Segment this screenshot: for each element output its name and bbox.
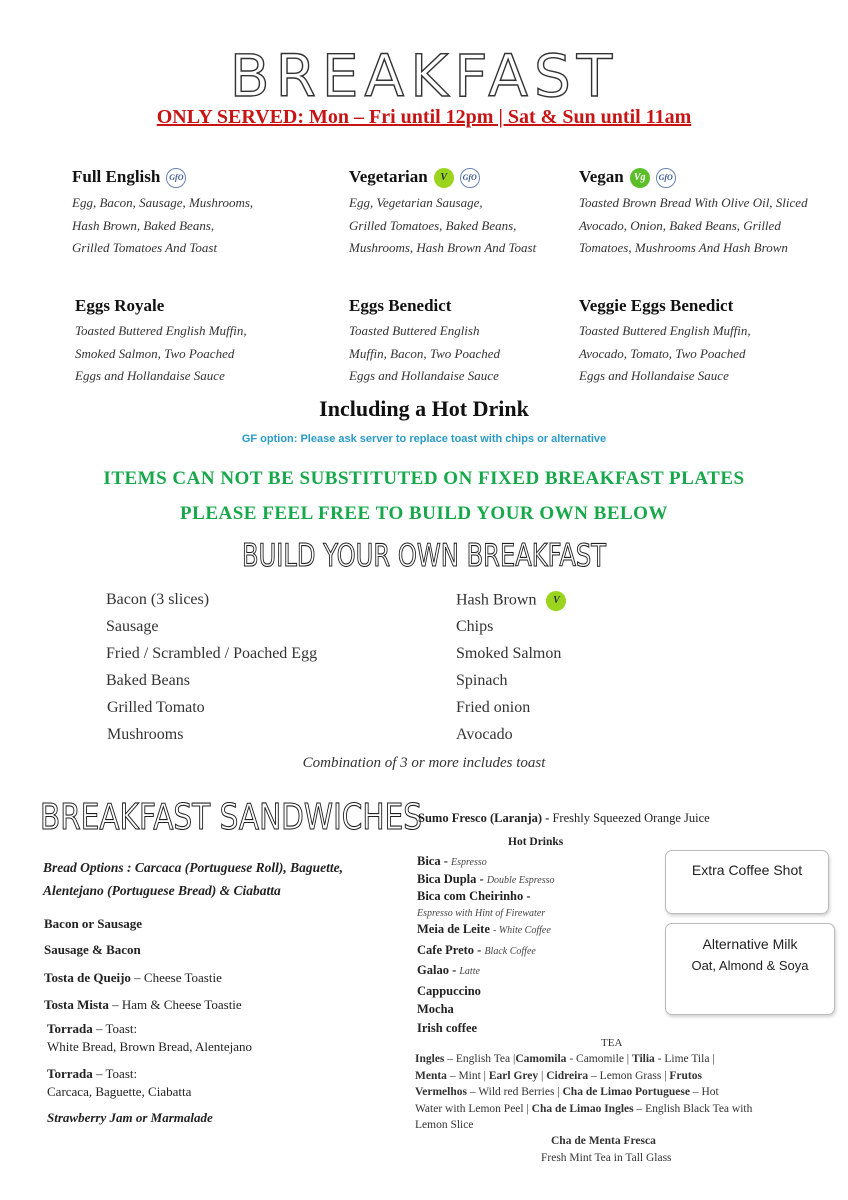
drink-name: Bica Dupla - [417,871,484,886]
build-your-own-title: BUILD YOUR OWN BREAKFAST [242,538,606,574]
tea-desc: – Hot [689,1086,719,1098]
vegan-icon: Vg [630,168,650,188]
drink-name: Mocha [417,1002,454,1016]
build-item: Spinach [456,672,508,689]
sandwich-item [44,997,242,1013]
tea-line: Lemon Slice [415,1119,474,1131]
tea-desc: – English Black Tea with [633,1102,753,1115]
hot-drinks-list [417,852,555,1037]
tea-name: Cha de Limao Ingles [531,1102,634,1115]
drink-desc: Black Coffee [484,945,536,957]
hot-drink-item [417,1000,555,1019]
drink-name: Cappuccino [417,983,481,998]
hot-drink-item [417,982,555,1001]
dish-name: Veggie Eggs Benedict [579,296,734,315]
build-left-column [106,591,406,753]
tea-name: Menta [415,1069,447,1082]
tea-heading: TEA [601,1037,623,1049]
sandwich-options: White Bread, Brown Bread, Alentejano [47,1039,253,1054]
dish-desc-line: Toasted Buttered English Muffin, [75,323,247,338]
dish-desc-line: Avocado, Onion, Baked Beans, Grilled [579,217,781,233]
sandwich-item [44,916,142,932]
menu-title: BREAKFAST [229,42,619,110]
dish-desc-line: Smoked Salmon, Two Poached [75,345,235,361]
hot-drink-item [417,961,555,982]
fresh-mint-tea-name: Cha de Menta Fresca [551,1135,656,1147]
tea-line [415,1084,835,1101]
hot-drinks-heading: Hot Drinks [508,836,564,848]
sandwich-name: Torrada [47,1021,93,1036]
drink-name: Irish coffee [417,1020,478,1035]
dish-desc-line: Mushrooms, Hash Brown And Toast [349,240,537,256]
dish-desc-line: Hash Brown, Baked Beans, [72,217,215,233]
build-own-notice: PLEASE FEEL FREE TO BUILD YOUR OWN BELOW [180,503,668,524]
dish-name: Vegetarian [349,167,428,186]
drink-name: Bica - [417,854,448,868]
drink-desc: Espresso [451,857,487,868]
sandwich-name: Tosta Mista [44,997,109,1012]
plate-full-english [72,167,332,260]
build-item: Fried / Scrambled / Poached Egg [106,645,318,662]
vegetarian-icon: V [434,168,454,188]
dish-desc-line: Grilled Tomatoes, Baked Beans, [349,217,517,233]
gluten-free-option-icon: GfO [460,168,480,188]
plate-eggs-benedict [349,296,569,388]
dish-desc-line: Eggs and Hollandaise Sauce [75,368,225,383]
tea-desc: – Lemon Grass | [588,1069,670,1082]
dish-desc-line: Tomatoes, Mushrooms And Hash Brown [579,240,788,256]
build-item: Hash Brown [456,591,537,609]
tea-desc: – English Tea | [444,1053,516,1065]
plate-veggie-eggs-benedict [579,296,829,388]
sandwich-item [44,970,222,986]
sandwich-desc: – Cheese Toastie [130,970,222,985]
sandwich-name: Sausage & Bacon [44,942,141,957]
tea-name: Earl Grey [488,1069,539,1082]
sandwich-desc: – Toast: [92,1066,138,1081]
extra-coffee-shot-box [665,850,829,914]
build-item: Sausage [106,618,159,635]
drink-desc: Double Espresso [486,874,555,886]
bread-options-line: Bread Options : Carcaca (Portuguese Roll), Baguette, [43,860,343,875]
tea-name: Tilia [631,1053,655,1065]
tea-line [415,1101,835,1118]
hot-drink-item [417,920,555,941]
build-item: Chips [456,618,494,635]
tea-desc: | [538,1069,547,1082]
sandwich-name: Tosta de Queijo [44,970,131,985]
plate-eggs-royale [75,296,325,388]
tea-desc: – Wild red Berries | [466,1086,563,1098]
alternative-milk-box [665,923,835,1015]
gf-option-note: GF option: Please ask server to replace toast with chips or alternative [241,433,607,445]
dish-desc-line: Avocado, Tomato, Two Poached [579,345,746,361]
build-item: Avocado [456,726,513,743]
drink-desc: Latte [459,966,480,977]
sandwiches-title: BREAKFAST SANDWICHES [40,797,422,838]
including-hot-drink: Including a Hot Drink [319,396,529,421]
bread-options [43,856,393,902]
tea-desc: Water with Lemon Peel | [415,1102,532,1115]
tea-name: Frutos [669,1069,702,1082]
dish-desc-line: Toasted Buttered English [349,323,480,338]
juice-item [418,811,710,826]
build-item: Grilled Tomato [107,699,205,716]
drink-name: Cafe Preto - [417,942,482,957]
tea-desc: - Camomile | [566,1053,632,1065]
plate-vegetarian [349,167,569,260]
build-item: Mushrooms [107,726,184,743]
hot-drink-item [417,941,555,962]
extra-coffee-shot-label: Extra Coffee Shot [691,862,803,878]
dish-desc-line: Grilled Tomatoes And Toast [72,240,218,256]
tea-desc: - Lime Tila | [654,1053,715,1065]
tea-list [415,1051,835,1134]
build-item: Bacon (3 slices) [106,591,210,608]
alternative-milk-options: Oat, Almond & Soya [691,958,809,973]
dish-desc-line: Muffin, Bacon, Two Poached [349,345,501,361]
dish-name: Eggs Royale [75,296,165,315]
sandwich-item [44,942,141,958]
alternative-milk-label: Alternative Milk [702,936,798,952]
drink-desc: - White Coffee [493,925,551,936]
sandwich-options: Carcaca, Baguette, Ciabatta [47,1084,192,1099]
build-item: Baked Beans [106,672,190,689]
dish-name: Full English [72,167,161,186]
drink-desc: Espresso with Hint of Firewater [417,907,546,919]
dish-desc-line: Egg, Bacon, Sausage, Mushrooms, [72,195,254,211]
tea-line [415,1068,835,1085]
gluten-free-option-icon: GfO [166,168,186,188]
tea-name: Cha de Limao Portuguese [562,1086,690,1098]
hot-drink-item [417,1019,555,1038]
drink-name: Bica com Cheirinho - [417,889,531,903]
drink-name: Meia de Leite [417,922,490,936]
build-item: Smoked Salmon [456,645,562,662]
juice-desc: Freshly Squeezed Orange Juice [552,811,710,825]
tea-name: Cidreira [546,1069,589,1082]
dish-desc-line: Eggs and Hollandaise Sauce [349,368,499,383]
tea-name: Camomila [515,1053,567,1065]
gluten-free-option-icon: GfO [656,168,676,188]
tea-name: Ingles [415,1053,445,1065]
sandwich-desc: – Ham & Cheese Toastie [108,997,242,1012]
sandwich-name: Bacon or Sausage [44,916,142,931]
juice-name: Sumo Fresco (Laranja) - [418,811,550,825]
combo-note: Combination of 3 or more includes toast [302,755,546,771]
drink-name: Galao - [417,963,457,977]
build-right-column [456,591,756,753]
sandwich-name: Torrada [47,1066,93,1081]
bread-options-line: Alentejano (Portuguese Bread) & Ciabatta [43,883,281,898]
dish-name: Eggs Benedict [349,296,452,315]
sandwich-desc: – Toast: [92,1021,138,1036]
sandwich-item [47,1020,252,1056]
sandwich-item [47,1065,191,1101]
tea-line [415,1051,835,1068]
dish-desc-line: Eggs and Hollandaise Sauce [579,368,729,383]
substitution-notice: ITEMS CAN NOT BE SUBSTITUTED ON FIXED BREAKFAST PLATES [103,468,745,489]
dish-desc-line: Toasted Buttered English Muffin, [579,323,751,338]
tea-desc: – Mint | [446,1069,489,1082]
jam-option: Strawberry Jam or Marmalade [47,1110,213,1125]
dish-desc-line: Toasted Brown Bread With Olive Oil, Sliced [579,195,808,211]
tea-name: Vermelhos [415,1086,467,1098]
serving-hours: ONLY SERVED: Mon – Fri until 12pm | Sat & Sun until 11am [156,106,692,128]
vegetarian-icon: V [546,591,566,611]
build-item: Fried onion [456,699,531,716]
plate-vegan [579,167,839,260]
dish-desc-line: Egg, Vegetarian Sausage, [349,195,483,211]
dish-name: Vegan [579,167,624,186]
fresh-mint-tea-desc: Fresh Mint Tea in Tall Glass [541,1152,672,1164]
